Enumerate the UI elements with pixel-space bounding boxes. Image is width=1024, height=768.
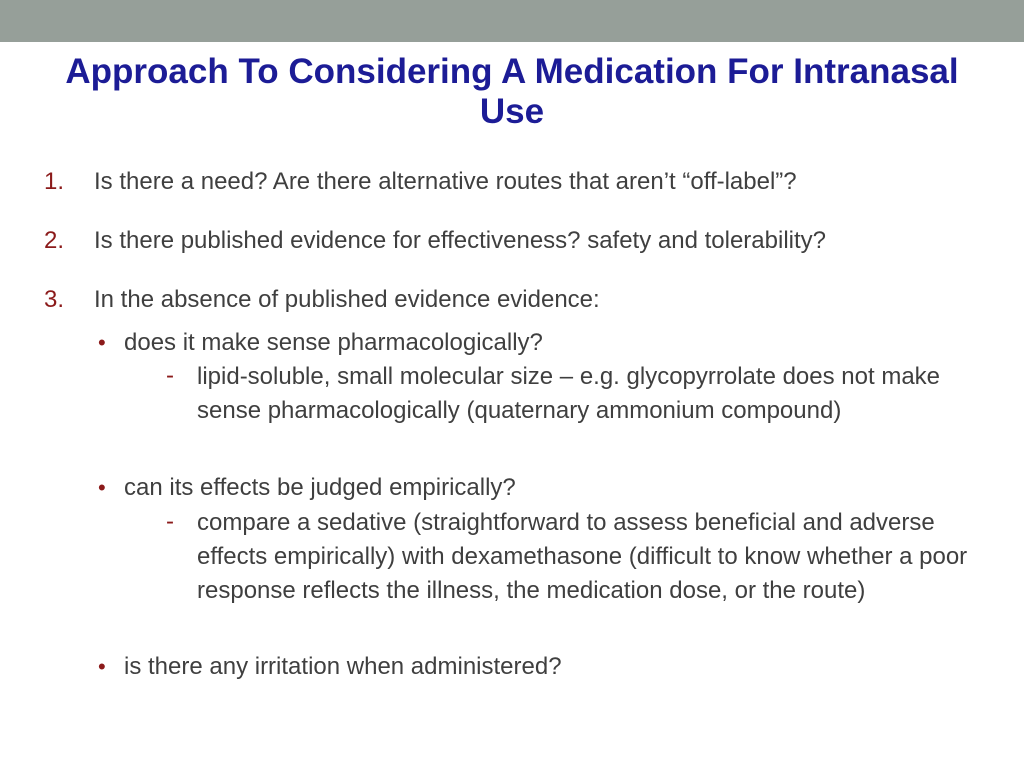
bullet-2-text: can its effects be judged empirically?: [124, 474, 516, 501]
item-1-text: Is there a need? Are there alternative routes that aren’t “off-label”?: [94, 168, 797, 195]
bullet-1-marker: •: [98, 330, 106, 355]
item-3-number: 3.: [44, 286, 65, 313]
sub-bullet-2-marker: -: [166, 508, 174, 535]
item-2-number: 2.: [44, 227, 65, 254]
item-3-text: In the absence of published evidence evidence:: [94, 286, 600, 313]
sub-bullet-2-text: compare a sedative (straightforward to assess beneficial and adverse effects empirically) with dexamethasone (difficult to know whether a poor response reflects the illness, the medication dose, or the route): [197, 509, 968, 604]
bullet-3-marker: •: [98, 654, 106, 679]
bullet-2-marker: •: [98, 475, 106, 500]
bullet-1-text: does it make sense pharmacologically?: [124, 329, 543, 356]
sub-bullet-1-text: lipid-soluble, small molecular size – e.g. glycopyrrolate does not make sense pharmacologically (quaternary ammonium compound): [197, 363, 941, 424]
bullet-3-text: is there any irritation when administered?: [124, 653, 562, 680]
item-2-text: Is there published evidence for effectiveness? safety and tolerability?: [94, 227, 826, 254]
item-1-number: 1.: [44, 168, 65, 195]
slide-title: Approach To Considering A Medication For Intranasal Use: [65, 52, 959, 131]
sub-bullet-1-marker: -: [166, 362, 174, 389]
